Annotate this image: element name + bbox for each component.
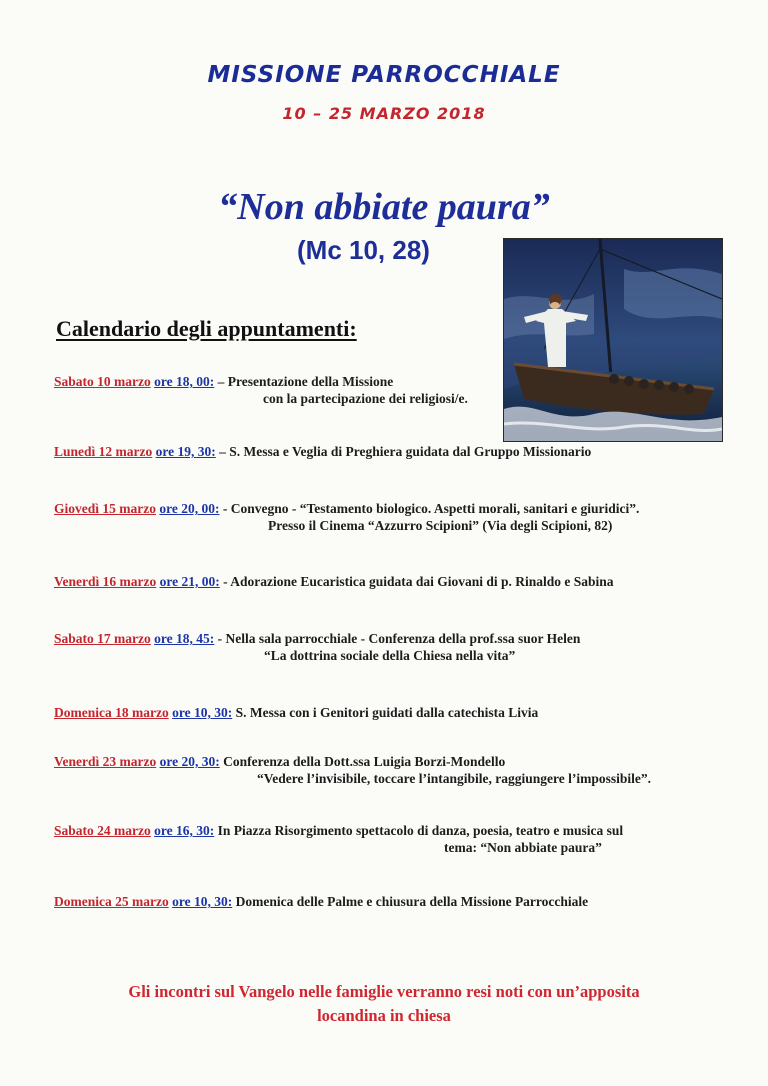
event-day: Venerdì 23 marzo <box>54 754 157 769</box>
event-description: - Convegno - “Testamento biologico. Aspetti morali, sanitari e giuridici”. <box>222 501 640 516</box>
event-row <box>54 822 734 856</box>
event-row <box>54 630 734 664</box>
event-description-line2: Presso il Cinema “Azzurro Scipioni” (Via degli Scipioni, 82) <box>268 518 613 533</box>
event-time: ore 16, 30: <box>154 823 215 838</box>
event-row <box>54 373 734 407</box>
event-day: Giovedì 15 marzo <box>54 501 156 516</box>
event-day: Venerdì 16 marzo <box>54 574 157 589</box>
footer-line-2: locandina in chiesa <box>317 1006 451 1025</box>
event-row <box>54 573 734 590</box>
event-time: ore 19, 30: <box>155 444 216 459</box>
event-row <box>54 893 734 910</box>
event-description: – Presentazione della Missione <box>217 374 394 389</box>
event-time: ore 20, 30: <box>159 754 220 769</box>
event-description: - Nella sala parrocchiale - Conferenza della prof.ssa suor Helen <box>217 631 581 646</box>
bible-reference: (Mc 10, 28) <box>297 235 430 265</box>
event-day: Lunedì 12 marzo <box>54 444 153 459</box>
event-description-line2: tema: “Non abbiate paura” <box>444 840 602 855</box>
event-time: ore 10, 30: <box>172 894 233 909</box>
event-description: – S. Messa e Veglia di Preghiera guidata dal Gruppo Missionario <box>219 444 592 459</box>
event-day: Domenica 25 marzo <box>54 894 169 909</box>
boat-storm-illustration <box>503 238 723 442</box>
event-day: Sabato 17 marzo <box>54 631 151 646</box>
event-time: ore 10, 30: <box>172 705 233 720</box>
event-time: ore 20, 00: <box>159 501 220 516</box>
event-row <box>54 500 734 534</box>
event-row <box>54 753 734 787</box>
event-time: ore 18, 00: <box>154 374 215 389</box>
event-row <box>54 704 734 721</box>
event-description: S. Messa con i Genitori guidati dalla catechista Livia <box>235 705 539 720</box>
motto-quote: “Non abbiate paura” <box>218 186 550 228</box>
event-time: ore 18, 45: <box>154 631 215 646</box>
calendar-heading: Calendario degli appuntamenti: <box>56 316 357 341</box>
event-description: In Piazza Risorgimento spettacolo di danza, poesia, teatro e musica sul <box>217 823 624 838</box>
event-row <box>54 443 734 460</box>
event-description-line2: “La dottrina sociale della Chiesa nella vita” <box>264 648 516 663</box>
event-description: Domenica delle Palme e chiusura della Missione Parrocchiale <box>235 894 589 909</box>
footer-line-1: Gli incontri sul Vangelo nelle famiglie verranno resi noti con un’apposita <box>128 982 640 1001</box>
event-day: Sabato 10 marzo <box>54 374 151 389</box>
event-time: ore 21, 00: <box>159 574 220 589</box>
event-description: - Adorazione Eucaristica guidata dai Giovani di p. Rinaldo e Sabina <box>223 574 614 589</box>
event-description-line2: con la partecipazione dei religiosi/e. <box>263 391 468 406</box>
event-day: Sabato 24 marzo <box>54 823 151 838</box>
footer-note <box>0 980 768 1028</box>
flyer-title: MISSIONE PARROCCHIALE <box>207 62 561 88</box>
event-description: Conferenza della Dott.ssa Luigia Borzi-Mondello <box>223 754 506 769</box>
event-day: Domenica 18 marzo <box>54 705 169 720</box>
mission-dates: 10 – 25 MARZO 2018 <box>282 104 486 123</box>
event-description-line2: “Vedere l’invisibile, toccare l’intangibile, raggiungere l’impossibile”. <box>257 771 651 786</box>
